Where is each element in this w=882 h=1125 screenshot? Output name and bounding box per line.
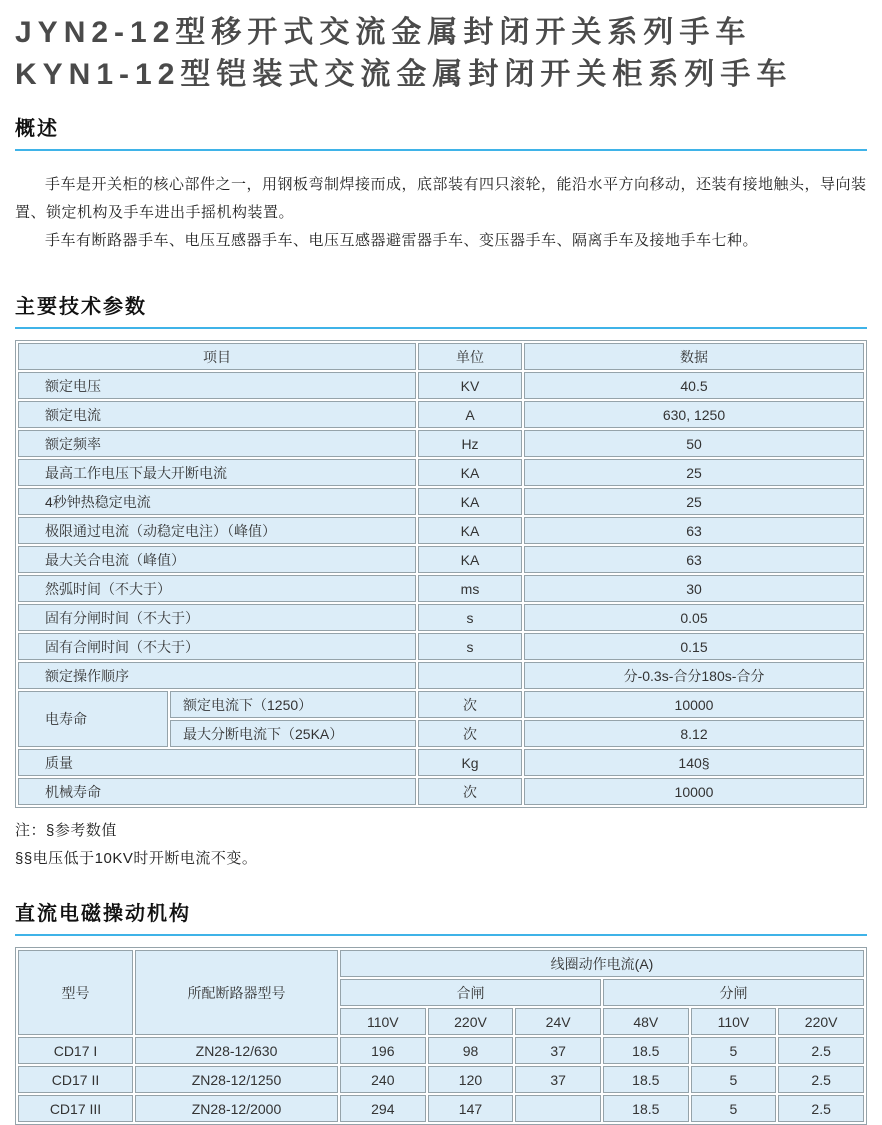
- table-row: [18, 372, 864, 399]
- section-heading-overview: 概述: [15, 112, 867, 151]
- column-header-close: 合闸: [340, 979, 601, 1006]
- cell-unit: [418, 662, 522, 689]
- table-row: [18, 517, 864, 544]
- column-header-voltage: 48V: [603, 1008, 689, 1035]
- cell-unit: KA: [418, 517, 522, 544]
- table-row: [18, 749, 864, 776]
- column-header-voltage: 110V: [340, 1008, 426, 1035]
- cell-value: 140§: [524, 749, 864, 776]
- cell-item: 最大关合电流（峰值）: [18, 546, 416, 573]
- cell-value: 63: [524, 546, 864, 573]
- cell-item: 额定电流: [18, 401, 416, 428]
- cell-value: 0.15: [524, 633, 864, 660]
- cell-value: 240: [340, 1066, 426, 1093]
- column-header-model: 型号: [18, 950, 133, 1035]
- table-row: [18, 633, 864, 660]
- table-row: [18, 575, 864, 602]
- cell-item: 额定频率: [18, 430, 416, 457]
- overview-paragraph-2: 手车有断路器手车、电压互感器手车、电压互感器避雷器手车、变压器手车、隔离手车及接地手车七种。: [45, 232, 759, 249]
- page-title-line2: KYN1-12型铠装式交流金属封闭开关柜系列手车: [15, 58, 793, 91]
- table-header-row: [18, 343, 864, 370]
- cell-value: 30: [524, 575, 864, 602]
- cell-value: 630, 1250: [524, 401, 864, 428]
- cell-breaker: ZN28-12/1250: [135, 1066, 338, 1093]
- overview-paragraph-1: 手车是开关柜的核心部件之一，用钢板弯制焊接而成，底部装有四只滚轮，能沿水平方向移动，还装有接地触头，导向装置、锁定机构及手车进出手摇机构装置。: [15, 176, 867, 221]
- column-header-voltage: 220V: [778, 1008, 864, 1035]
- cell-model: CD17 III: [18, 1095, 133, 1122]
- cell-unit: s: [418, 604, 522, 631]
- cell-value: 5: [691, 1095, 777, 1122]
- table-row: [18, 401, 864, 428]
- table-row: [18, 778, 864, 805]
- cell-item-group: 电寿命: [18, 691, 168, 747]
- cell-unit: 次: [418, 720, 522, 747]
- column-header-voltage: 110V: [691, 1008, 777, 1035]
- cell-breaker: ZN28-12/2000: [135, 1095, 338, 1122]
- dc-mechanism-table: [15, 947, 867, 1125]
- cell-value: 0.05: [524, 604, 864, 631]
- cell-item: 极限通过电流（动稳定电注）（峰值）: [18, 517, 416, 544]
- cell-value: 50: [524, 430, 864, 457]
- column-header-coil-current: 线圈动作电流(A): [340, 950, 864, 977]
- cell-value: 25: [524, 488, 864, 515]
- cell-value: 294: [340, 1095, 426, 1122]
- cell-subitem: 额定电流下（1250）: [170, 691, 416, 718]
- tech-params-table: [15, 340, 867, 808]
- cell-value: 40.5: [524, 372, 864, 399]
- cell-unit: Hz: [418, 430, 522, 457]
- table-row: [18, 1037, 864, 1064]
- cell-value: 5: [691, 1037, 777, 1064]
- table-notes: [15, 817, 867, 873]
- cell-model: CD17 II: [18, 1066, 133, 1093]
- cell-value: 37: [515, 1037, 601, 1064]
- cell-value: 2.5: [778, 1066, 864, 1093]
- table-row: [18, 546, 864, 573]
- table-row: [18, 662, 864, 689]
- column-header-breaker: 所配断路器型号: [135, 950, 338, 1035]
- column-header-voltage: 24V: [515, 1008, 601, 1035]
- table-row: [18, 1095, 864, 1122]
- cell-value: 147: [428, 1095, 514, 1122]
- cell-value: 37: [515, 1066, 601, 1093]
- cell-breaker: ZN28-12/630: [135, 1037, 338, 1064]
- column-header-open: 分闸: [603, 979, 864, 1006]
- column-header-item: 项目: [18, 343, 416, 370]
- table-row: [18, 488, 864, 515]
- cell-item: 额定操作顺序: [18, 662, 416, 689]
- cell-value: 98: [428, 1037, 514, 1064]
- cell-item: 额定电压: [18, 372, 416, 399]
- cell-unit: KA: [418, 488, 522, 515]
- table-row: [18, 459, 864, 486]
- cell-unit: A: [418, 401, 522, 428]
- cell-value: 10000: [524, 778, 864, 805]
- cell-unit: s: [418, 633, 522, 660]
- cell-value: 5: [691, 1066, 777, 1093]
- cell-model: CD17 I: [18, 1037, 133, 1064]
- cell-item: 机械寿命: [18, 778, 416, 805]
- cell-unit: KA: [418, 459, 522, 486]
- cell-item: 固有分闸时间（不大于）: [18, 604, 416, 631]
- column-header-value: 数据: [524, 343, 864, 370]
- cell-unit: ms: [418, 575, 522, 602]
- cell-item: 固有合闸时间（不大于）: [18, 633, 416, 660]
- cell-item: 然弧时间（不大于）: [18, 575, 416, 602]
- cell-item: 最高工作电压下最大开断电流: [18, 459, 416, 486]
- cell-value: 196: [340, 1037, 426, 1064]
- table-row: [18, 430, 864, 457]
- cell-unit: KV: [418, 372, 522, 399]
- table-row: [18, 604, 864, 631]
- column-header-voltage: 220V: [428, 1008, 514, 1035]
- page-title-line1: JYN2-12型移开式交流金属封闭开关系列手车: [15, 16, 752, 49]
- cell-unit: Kg: [418, 749, 522, 776]
- cell-value: 120: [428, 1066, 514, 1093]
- column-header-unit: 单位: [418, 343, 522, 370]
- table-row: [18, 1066, 864, 1093]
- cell-value: 8.12: [524, 720, 864, 747]
- cell-unit: 次: [418, 778, 522, 805]
- cell-value: 63: [524, 517, 864, 544]
- cell-unit: 次: [418, 691, 522, 718]
- cell-value: [515, 1095, 601, 1122]
- section-heading-tech-params: 主要技术参数: [15, 290, 867, 329]
- cell-value: 10000: [524, 691, 864, 718]
- cell-value: 2.5: [778, 1095, 864, 1122]
- cell-value: 18.5: [603, 1037, 689, 1064]
- cell-unit: KA: [418, 546, 522, 573]
- cell-item: 4秒钟热稳定电流: [18, 488, 416, 515]
- page-title: [15, 12, 867, 96]
- overview-text: [15, 171, 867, 255]
- cell-item: 质量: [18, 749, 416, 776]
- cell-value: 分-0.3s-合分180s-合分: [524, 662, 864, 689]
- note-line-1: 注：§参考数值: [15, 822, 117, 839]
- table-header-row: [18, 950, 864, 977]
- cell-subitem: 最大分断电流下（25KA）: [170, 720, 416, 747]
- cell-value: 18.5: [603, 1066, 689, 1093]
- note-line-2: §§电压低于10KV时开断电流不变。: [15, 850, 258, 867]
- cell-value: 25: [524, 459, 864, 486]
- table-row: [18, 691, 864, 718]
- section-heading-dc-mechanism: 直流电磁操动机构: [15, 897, 867, 936]
- cell-value: 2.5: [778, 1037, 864, 1064]
- cell-value: 18.5: [603, 1095, 689, 1122]
